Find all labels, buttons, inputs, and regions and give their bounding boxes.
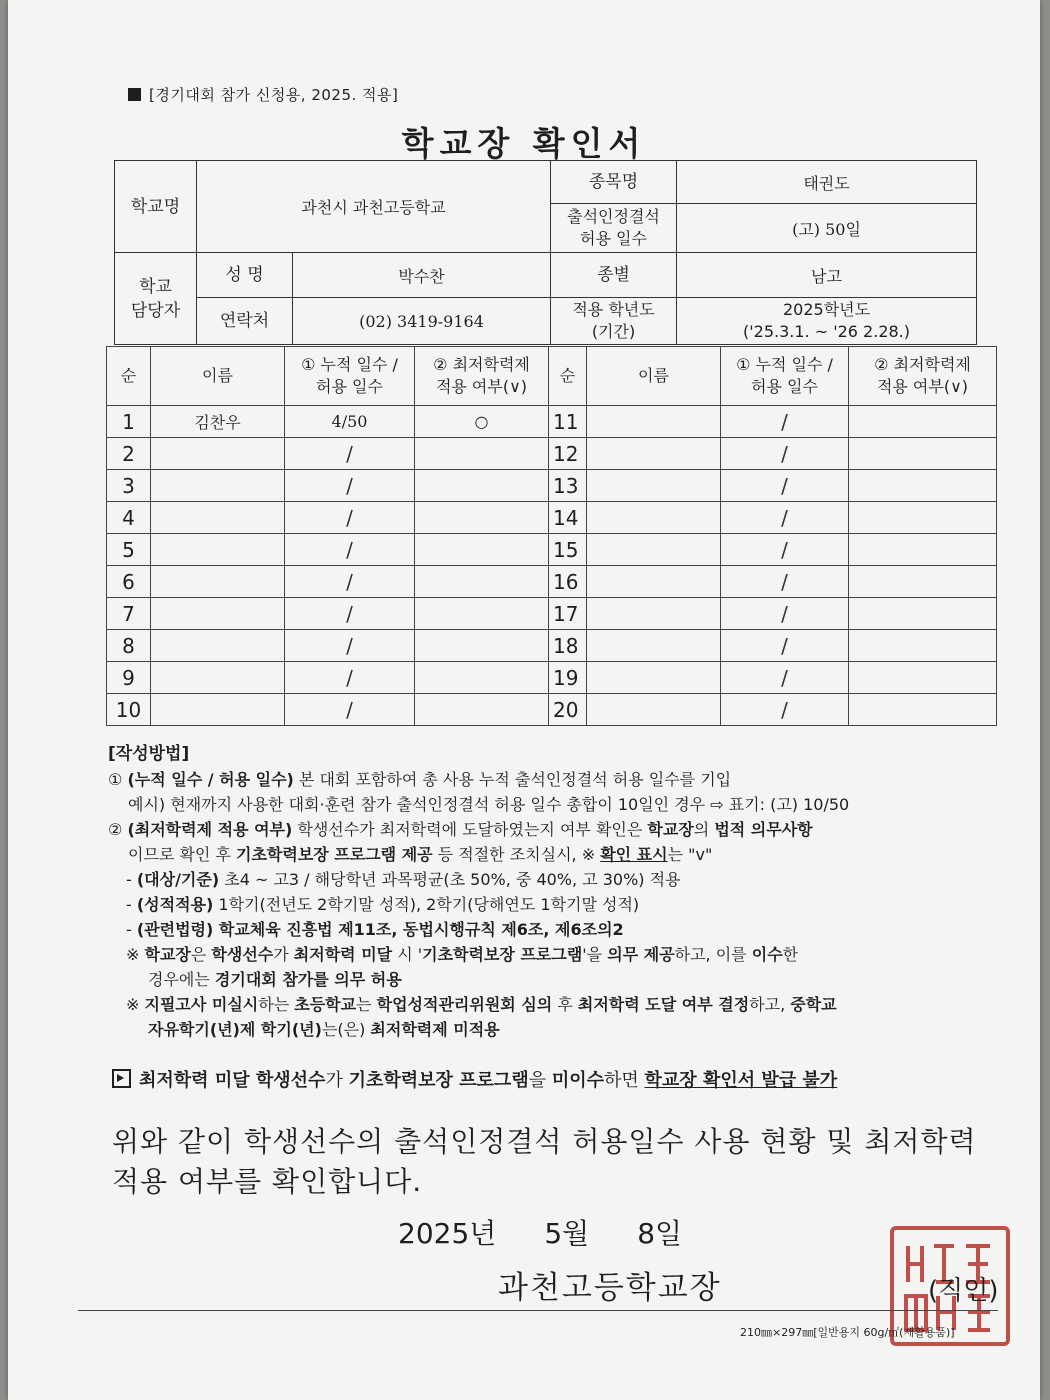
days-used: /: [285, 598, 415, 630]
gender-label: 종별: [551, 253, 677, 298]
header-no: 순: [549, 347, 587, 406]
row-number: 1: [107, 406, 151, 438]
student-name: [151, 534, 285, 566]
instruction-line: 이므로 확인 후 기초학력보장 프로그램 제공 등 적절한 조치실시, ※ 확인 표시는 "v": [128, 845, 713, 864]
student-name: [587, 566, 721, 598]
min-academic-check: [415, 630, 549, 662]
row-number: 18: [549, 630, 587, 662]
header-check: ② 최저학력제 적용 여부(∨): [415, 347, 549, 406]
days-used: /: [285, 534, 415, 566]
min-academic-check: [415, 502, 549, 534]
instruction-line: 예시) 현재까지 사용한 대회·훈련 참가 출석인정결석 허용 일수 총합이 10일인 경우 ⇨ 표기: (고) 10/50: [128, 795, 850, 814]
header-days: ① 누적 일수 / 허용 일수: [285, 347, 415, 406]
min-academic-check: [849, 694, 997, 726]
row-number: 15: [549, 534, 587, 566]
table-row: [107, 662, 997, 694]
min-academic-check: [849, 630, 997, 662]
student-name: [151, 598, 285, 630]
instruction-line: - (관련법령) 학교체육 진흥법 제11조, 동법시행규칙 제6조, 제6조의2: [126, 920, 624, 939]
issue-date: [398, 1212, 730, 1252]
row-number: 9: [107, 662, 151, 694]
min-academic-check: [849, 438, 997, 470]
instruction-line: 경우에는 경기대회 참가를 의무 허용: [148, 970, 402, 989]
principal-name: 과천고등학교장: [498, 1270, 722, 1306]
min-academic-check: [849, 534, 997, 566]
min-academic-check: [849, 598, 997, 630]
min-academic-check: ○: [415, 406, 549, 438]
student-roster-table: [106, 346, 997, 726]
row-number: 2: [107, 438, 151, 470]
row-number: 7: [107, 598, 151, 630]
student-name: [587, 470, 721, 502]
issuance-notice: 최저학력 미달 학생선수가 기초학력보장 프로그램을 미이수하면 학교장 확인서 발급 불가: [112, 1066, 837, 1092]
student-name: [587, 438, 721, 470]
days-used: /: [721, 502, 849, 534]
name-label: 성 명: [197, 253, 293, 298]
instruction-line: ※ 지필고사 미실시하는 초등학교는 학업성적관리위원회 심의 후 최저학력 도달 여부 결정하고, 중학교: [126, 995, 837, 1014]
instruction-line: ② (최저학력제 적용 여부) 학생선수가 최저학력에 도달하였는지 여부 확인은 학교장의 법적 의무사항: [108, 820, 813, 839]
instruction-line: - (성적적용) 1학기(전년도 2학기말 성적), 2학기(당해연도 1학기말 성적): [126, 895, 640, 914]
days-used: 4/50: [285, 406, 415, 438]
row-number: 16: [549, 566, 587, 598]
student-name: [587, 534, 721, 566]
days-used: /: [721, 470, 849, 502]
student-name: [151, 502, 285, 534]
days-used: /: [285, 630, 415, 662]
min-academic-check: [415, 534, 549, 566]
form-usage-note: [경기대회 참가 신청용, 2025. 적용]: [128, 84, 398, 105]
row-number: 8: [107, 630, 151, 662]
table-row: [107, 630, 997, 662]
instruction-line: - (대상/기준) 초4 ~ 고3 / 해당학년 과목평균(초 50%, 중 40%, 고 30%) 적용: [126, 870, 681, 889]
student-name: [587, 406, 721, 438]
min-academic-check: [849, 566, 997, 598]
min-academic-check: [415, 598, 549, 630]
student-name: [151, 662, 285, 694]
row-number: 3: [107, 470, 151, 502]
min-academic-check: [415, 566, 549, 598]
contact-person-label: 학교 담당자: [115, 253, 197, 345]
days-used: /: [721, 534, 849, 566]
student-name: [587, 502, 721, 534]
row-number: 5: [107, 534, 151, 566]
min-academic-check: [849, 662, 997, 694]
confirmation-statement: 위와 같이 학생선수의 출석인정결석 허용일수 사용 현황 및 최저학력 적용 여부를 확인합니다.: [112, 1125, 977, 1198]
row-number: 19: [549, 662, 587, 694]
row-number: 13: [549, 470, 587, 502]
row-number: 14: [549, 502, 587, 534]
row-number: 11: [549, 406, 587, 438]
arrow-box-icon: [112, 1069, 131, 1088]
row-number: 4: [107, 502, 151, 534]
school-name-value: 과천시 과천고등학교: [197, 161, 551, 253]
phone-value: (02) 3419-9164: [293, 298, 551, 345]
table-row: [107, 470, 997, 502]
student-name: [151, 566, 285, 598]
student-name: [587, 598, 721, 630]
table-row: [107, 534, 997, 566]
black-square-icon: [128, 88, 141, 101]
student-name: 김찬우: [151, 406, 285, 438]
document-title: 학교장 확인서: [401, 124, 647, 163]
instructions-section: [108, 742, 1008, 1042]
phone-label: 연락처: [197, 298, 293, 345]
row-number: 12: [549, 438, 587, 470]
instruction-line: 자유학기(년)제 학기(년)는(은) 최저학력제 미적용: [148, 1020, 500, 1039]
document-sheet: [8, 0, 1040, 1400]
student-name: [151, 438, 285, 470]
name-value: 박수찬: [293, 253, 551, 298]
days-used: /: [721, 598, 849, 630]
table-row: [107, 694, 997, 726]
days-used: /: [285, 438, 415, 470]
min-academic-check: [415, 694, 549, 726]
row-number: 10: [107, 694, 151, 726]
row-number: 20: [549, 694, 587, 726]
student-name: [587, 694, 721, 726]
row-number: 17: [549, 598, 587, 630]
days-used: /: [285, 694, 415, 726]
days-used: /: [285, 470, 415, 502]
paper-spec-footnote: 210㎜×297㎜[일반용지 60g/㎡(재활용품)]: [740, 1326, 955, 1339]
instruction-line: ※ 학교장은 학생선수가 최저학력 미달 시 '기초학력보장 프로그램'을 의무 제공하고, 이를 이수한: [126, 945, 799, 964]
student-name: [587, 662, 721, 694]
year-value: 2025학년도 ('25.3.1. ~ '26 2.28.): [677, 298, 977, 345]
days-used: /: [721, 662, 849, 694]
days-used: /: [285, 662, 415, 694]
footer-divider: [78, 1310, 998, 1311]
min-academic-check: [415, 662, 549, 694]
row-number: 6: [107, 566, 151, 598]
table-row: [107, 566, 997, 598]
days-used: /: [721, 406, 849, 438]
table-row: [107, 406, 997, 438]
event-label: 종목명: [551, 161, 677, 204]
days-used: /: [721, 694, 849, 726]
roster-header-row: [107, 347, 997, 406]
header-name: 이름: [587, 347, 721, 406]
info-table: [114, 160, 977, 345]
table-row: [107, 502, 997, 534]
school-name-label: 학교명: [115, 161, 197, 253]
min-academic-check: [849, 502, 997, 534]
days-used: /: [721, 566, 849, 598]
date-month: 5월: [544, 1217, 590, 1250]
min-academic-check: [415, 438, 549, 470]
allowed-days-value: (고) 50일: [677, 204, 977, 253]
min-academic-check: [849, 406, 997, 438]
header-name: 이름: [151, 347, 285, 406]
header-days: ① 누적 일수 / 허용 일수: [721, 347, 849, 406]
table-row: [107, 438, 997, 470]
student-name: [151, 694, 285, 726]
student-name: [151, 630, 285, 662]
table-row: [107, 598, 997, 630]
min-academic-check: [415, 470, 549, 502]
days-used: /: [285, 566, 415, 598]
days-used: /: [285, 502, 415, 534]
student-name: [587, 630, 721, 662]
gender-value: 남고: [677, 253, 977, 298]
header-no: 순: [107, 347, 151, 406]
seal-label: (직인): [928, 1276, 999, 1306]
event-value: 태권도: [677, 161, 977, 204]
year-label: 적용 학년도 (기간): [551, 298, 677, 345]
student-name: [151, 470, 285, 502]
instructions-title: [작성방법]: [108, 744, 190, 764]
min-academic-check: [849, 470, 997, 502]
date-year: 2025년: [398, 1217, 497, 1250]
date-day: 8일: [637, 1217, 683, 1250]
header-check: ② 최저학력제 적용 여부(∨): [849, 347, 997, 406]
instruction-line: ① (누적 일수 / 허용 일수) 본 대회 포함하여 총 사용 누적 출석인정결석 허용 일수를 기입: [108, 770, 732, 789]
days-used: /: [721, 630, 849, 662]
days-used: /: [721, 438, 849, 470]
allowed-days-label: 출석인정결석 허용 일수: [551, 204, 677, 253]
